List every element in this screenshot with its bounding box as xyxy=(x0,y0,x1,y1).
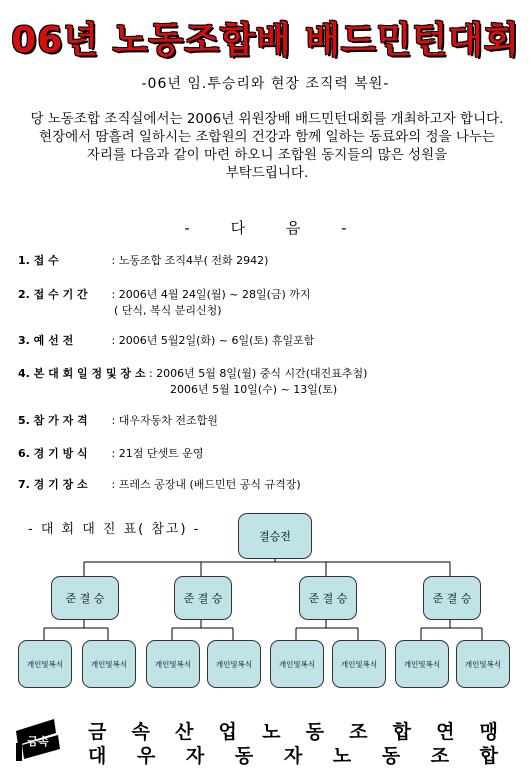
bracket-title: - 대 회 대 진 표( 참고) - xyxy=(28,522,201,537)
detail-item-main-schedule xyxy=(18,365,367,381)
section-heading-dada xyxy=(0,217,531,238)
bracket-leaf-node: 개인및복식 xyxy=(18,640,72,688)
detail-item-main-schedule-2 xyxy=(170,381,337,397)
bracket-leaf-node: 개인및복식 xyxy=(207,640,261,688)
detail-label: 4. 본 대 회 일 정 및 장 소 xyxy=(18,367,146,380)
intro-line: 당 노동조합 조직실에서는 2006년 위원장배 배드민턴대회를 개최하고자 합니다. xyxy=(30,111,504,127)
detail-value: : 2006년 5월2일(화) ~ 6일(토) 휴일포함 xyxy=(111,334,315,347)
detail-label: 2. 접 수 기 간 xyxy=(18,288,88,301)
detail-item-venue xyxy=(18,476,301,492)
detail-value: : 대우자동차 전조합원 xyxy=(111,414,218,427)
detail-value: 2006년 5월 10일(수) ~ 13일(토) xyxy=(170,383,338,396)
dash-right: - xyxy=(341,219,347,237)
intro-line: 현장에서 땀흘려 일하시는 조합원의 건강과 함께 일하는 동료와의 정을 나누는 xyxy=(39,129,495,145)
heading-char: 음 xyxy=(285,219,301,237)
detail-item-reception xyxy=(18,252,268,268)
footer-line-daewoo-union: 대 우 자 동 자 노 동 조 합 xyxy=(88,745,498,767)
detail-item-preliminary xyxy=(18,332,314,348)
detail-item-eligibility xyxy=(18,412,218,428)
detail-label: 5. 참 가 자 격 xyxy=(18,414,88,427)
detail-label: 3. 예 선 전 xyxy=(18,334,74,347)
detail-label: 6. 경 기 방 식 xyxy=(18,447,88,460)
page-title: 06년 노동조합배 배드민턴대회 xyxy=(11,20,520,61)
detail-value: : 21점 단셋트 운영 xyxy=(111,447,204,460)
bracket-leaf-node: 개인및복식 xyxy=(332,640,386,688)
detail-label: 1. 접 수 xyxy=(18,254,59,267)
bracket-leaf-node: 개인및복식 xyxy=(82,640,136,688)
intro-line: 부탁드립니다. xyxy=(225,165,309,181)
detail-item-format xyxy=(18,445,203,461)
detail-value: : 2006년 4월 24일(월) ~ 28일(금) 까지 xyxy=(111,288,311,301)
intro-line: 자리를 다음과 같이 마련 하오니 조합원 동지들의 많은 성원을 xyxy=(86,147,448,163)
union-logo-icon xyxy=(14,715,66,763)
bracket-semifinal-node: 준 결 승 xyxy=(299,576,357,620)
detail-value: : 프레스 공장내 (배드민턴 공식 규격장) xyxy=(111,478,301,491)
bracket-leaf-node: 개인및복식 xyxy=(146,640,200,688)
bracket-semifinal-node: 준 결 승 xyxy=(174,576,232,620)
footer-line-federation: 금 속 산 업 노 동 조 합 연 맹 xyxy=(88,721,498,743)
detail-value: : 2006년 5월 8일(월) 중식 시간(대진표추첨) xyxy=(148,367,368,380)
page-subtitle: -06년 임.투승리와 현장 조직력 복원- xyxy=(141,76,390,92)
footer-union-banner xyxy=(0,715,531,771)
bracket-leaf-node: 개인및복식 xyxy=(395,640,449,688)
detail-item-period-note xyxy=(114,302,222,318)
detail-item-period xyxy=(18,286,311,302)
bracket-semifinal-node: 준 결 승 xyxy=(423,576,481,620)
bracket-semifinal-node: 준 결 승 xyxy=(51,576,119,620)
bracket-final-node: 결승전 xyxy=(238,513,312,559)
logo-text: 금속 xyxy=(27,735,49,748)
bracket-leaf-node: 개인및복식 xyxy=(270,640,324,688)
heading-char: 다 xyxy=(230,219,246,237)
detail-value: : 노동조합 조직4부( 전화 2942) xyxy=(111,254,269,267)
detail-label: 7. 경 기 장 소 xyxy=(18,478,88,491)
dash-left: - xyxy=(184,219,190,237)
detail-value: ( 단식, 복식 분리신청) xyxy=(114,304,222,317)
intro-paragraph xyxy=(14,110,520,182)
bracket-leaf-node: 개인및복식 xyxy=(456,640,510,688)
